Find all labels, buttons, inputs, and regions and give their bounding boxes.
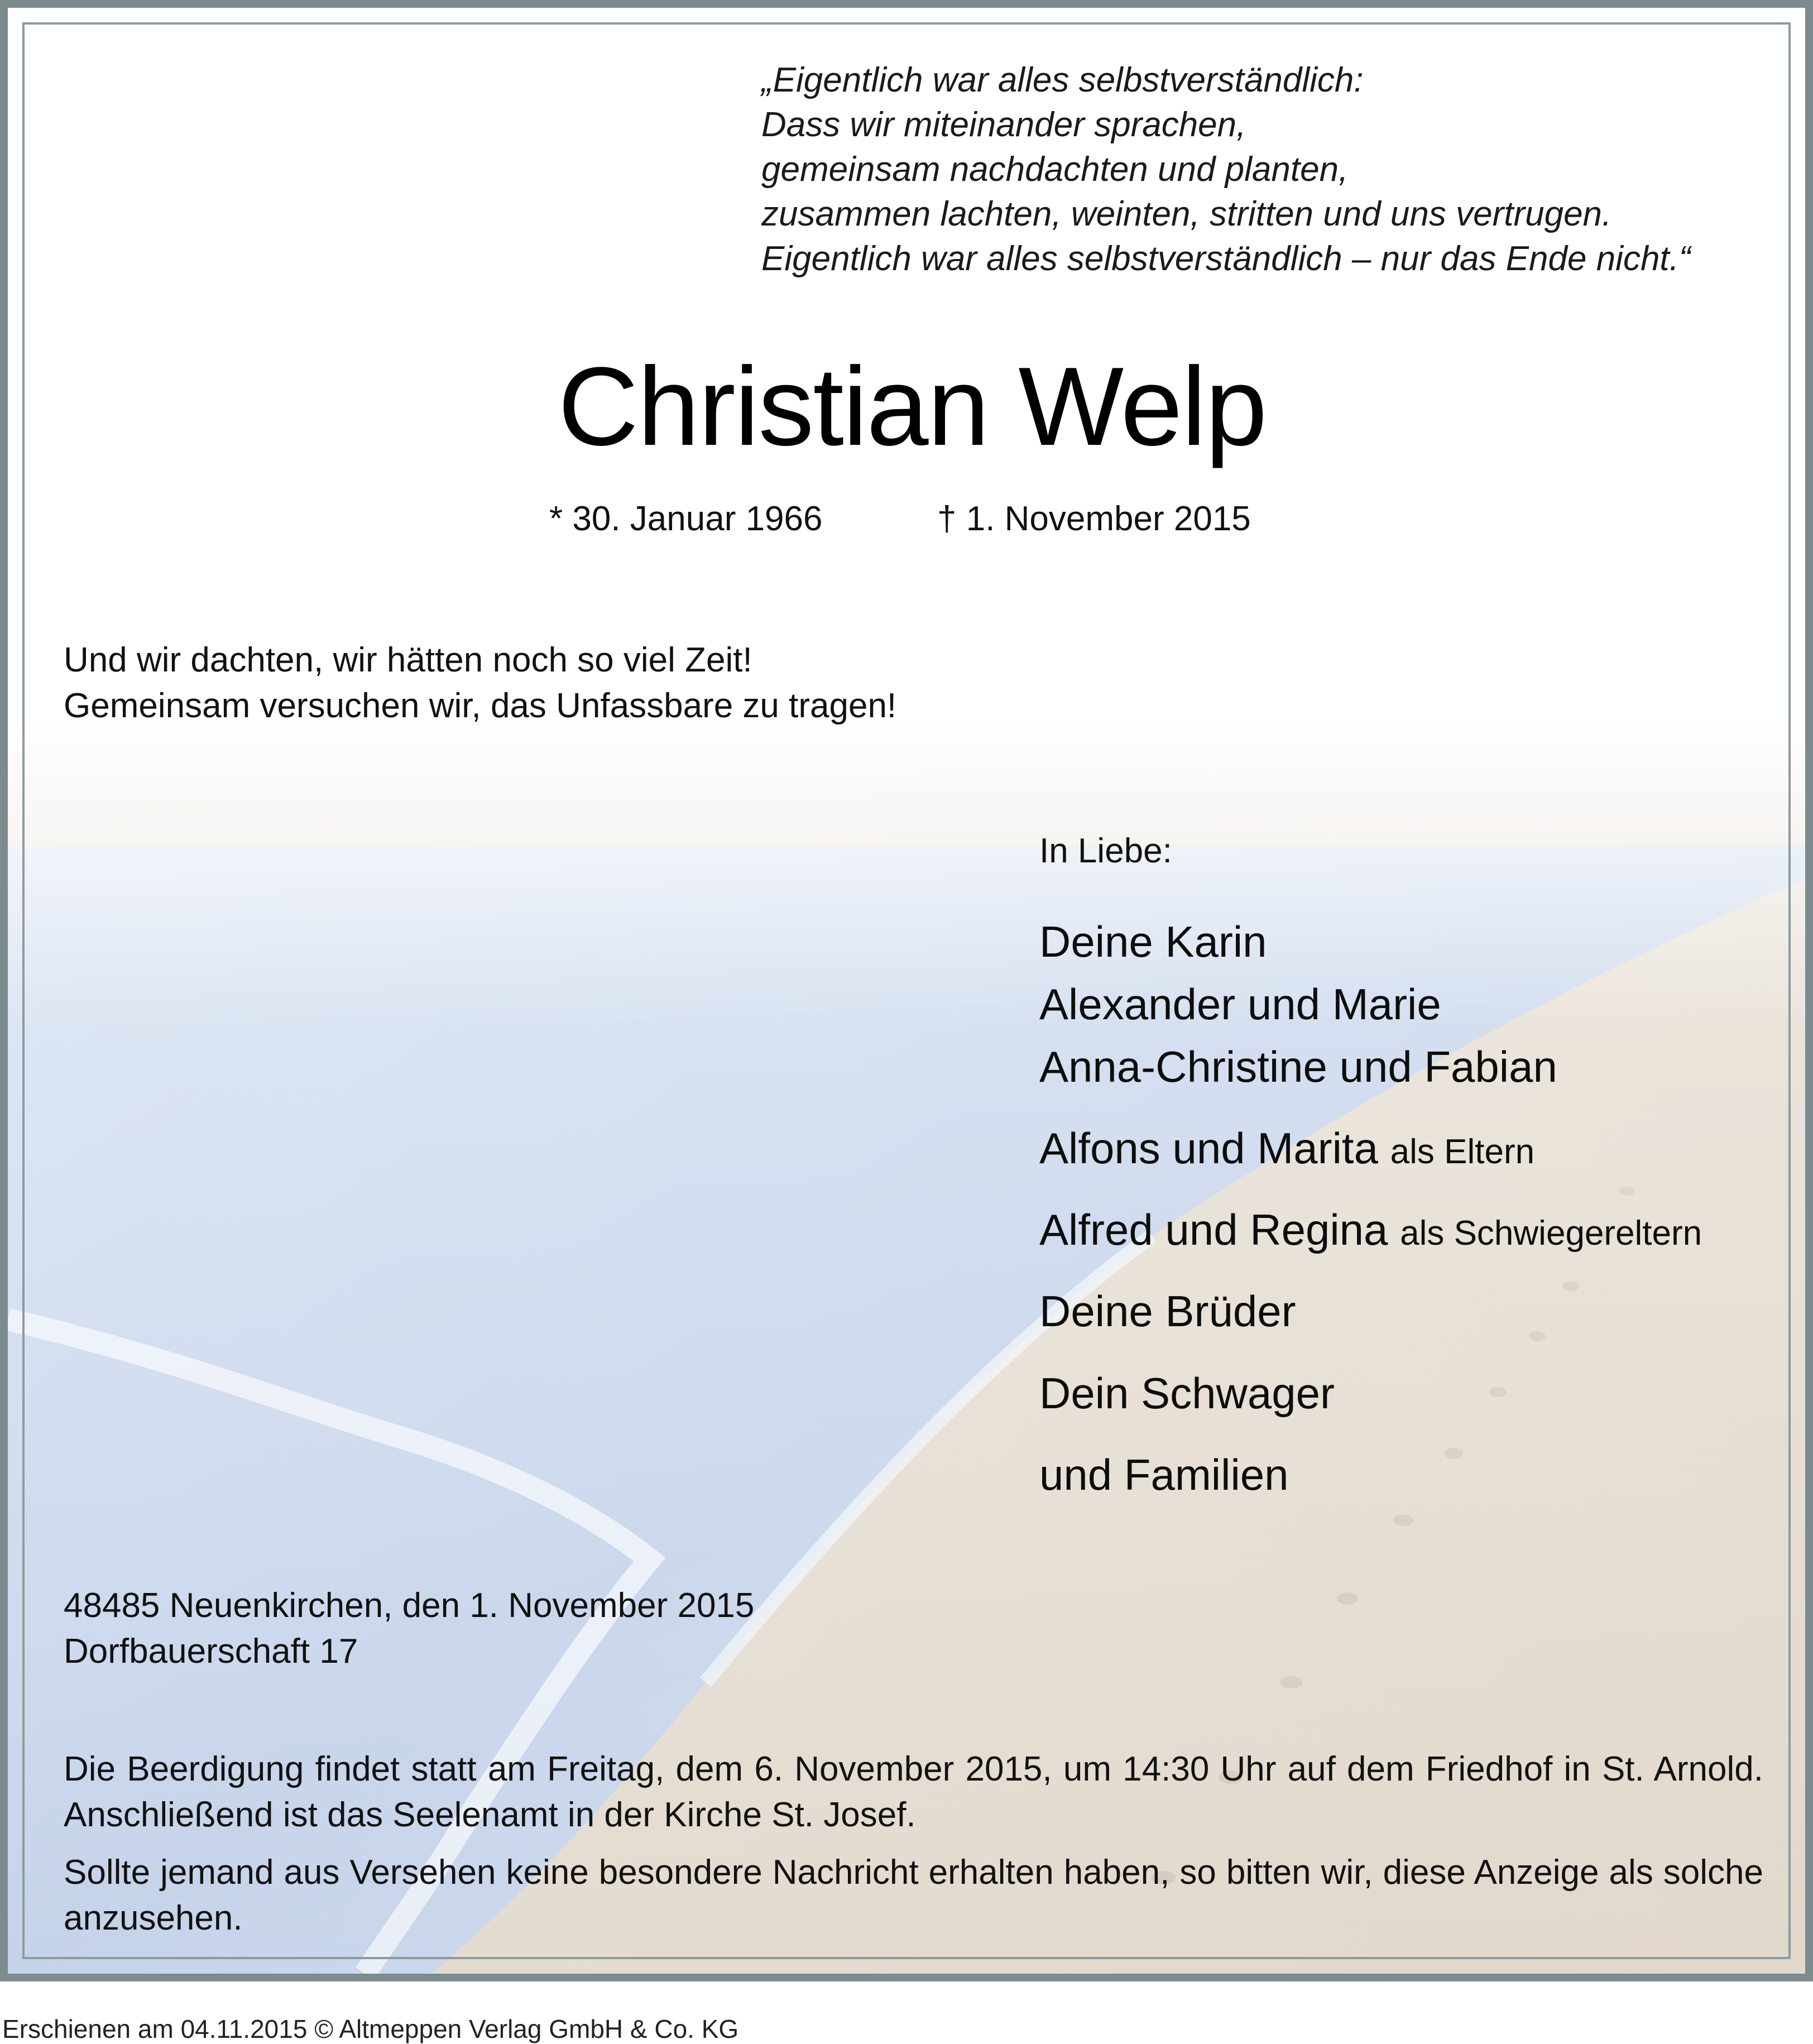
poem-line: Und wir dachten, wir hätten noch so viel Zeit! [64, 641, 752, 679]
mourner-name: Anna-Christine und Fabian [1039, 1042, 1557, 1091]
quote-line: zusammen lachten, weinten, stritten und uns vertrugen. [761, 195, 1612, 233]
mourner-relation: als Schwiegereltern [1400, 1214, 1702, 1253]
address-block [64, 1583, 754, 1674]
poem [64, 637, 896, 729]
quote-line: „Eigentlich war alles selbstverständlich: [761, 61, 1364, 99]
mourner-entry [1039, 1286, 1296, 1337]
mourner-name: Dein Schwager [1039, 1369, 1335, 1418]
mourner-entry [1039, 979, 1441, 1030]
deceased-name: Christian Welp [558, 344, 1267, 469]
mourner-name: Alfons und Marita [1039, 1124, 1378, 1173]
notice-disclaimer: Sollte jemand aus Versehen keine besondere Nachricht erhalten haben, so bitten wir, diese Anzeige als solche anzusehen. [64, 1853, 1763, 1937]
mourner-name: Deine Brüder [1039, 1287, 1296, 1336]
quote-line: Eigentlich war alles selbstverständlich – nur das Ende nicht.“ [761, 239, 1691, 278]
death-date: † 1. November 2015 [937, 500, 1251, 538]
opening-quote [761, 58, 1691, 281]
quote-line: Dass wir miteinander sprachen, [761, 105, 1246, 144]
mourner-name: Deine Karin [1039, 917, 1267, 966]
mourner-entry [1039, 1368, 1335, 1419]
mourners-intro: In Liebe: [1039, 832, 1172, 870]
address-line: 48485 Neuenkirchen, den 1. November 2015 [64, 1586, 755, 1625]
mourner-entry [1039, 917, 1267, 967]
birth-date: * 30. Januar 1966 [549, 500, 823, 538]
mourner-entry [1039, 1205, 1702, 1255]
mourner-entry [1039, 1450, 1289, 1500]
poem-line: Gemeinsam versuchen wir, das Unfassbare zu tragen! [64, 687, 897, 725]
mourner-name: Alfred und Regina [1039, 1205, 1388, 1254]
mourner-name: Alexander und Marie [1039, 980, 1441, 1029]
quote-line: gemeinsam nachdachten und planten, [761, 150, 1349, 189]
beach-sea-background [8, 8, 1805, 1974]
mourner-entry [1039, 1123, 1534, 1174]
mourner-relation: als Eltern [1390, 1133, 1535, 1171]
address-line: Dorfbauerschaft 17 [64, 1632, 358, 1671]
funeral-info: Die Beerdigung findet statt am Freitag, dem 6. November 2015, um 14:30 Uhr auf dem Friedhof in St. Arnold. Anschließend ist das Seelenamt in der Kirche St. Josef. [64, 1750, 1763, 1834]
mourner-name: und Familien [1039, 1450, 1289, 1499]
publication-footer: Erschienen am 04.11.2015 © Altmeppen Verlag GmbH & Co. KG [2, 2014, 739, 2043]
mourner-entry [1039, 1042, 1557, 1092]
